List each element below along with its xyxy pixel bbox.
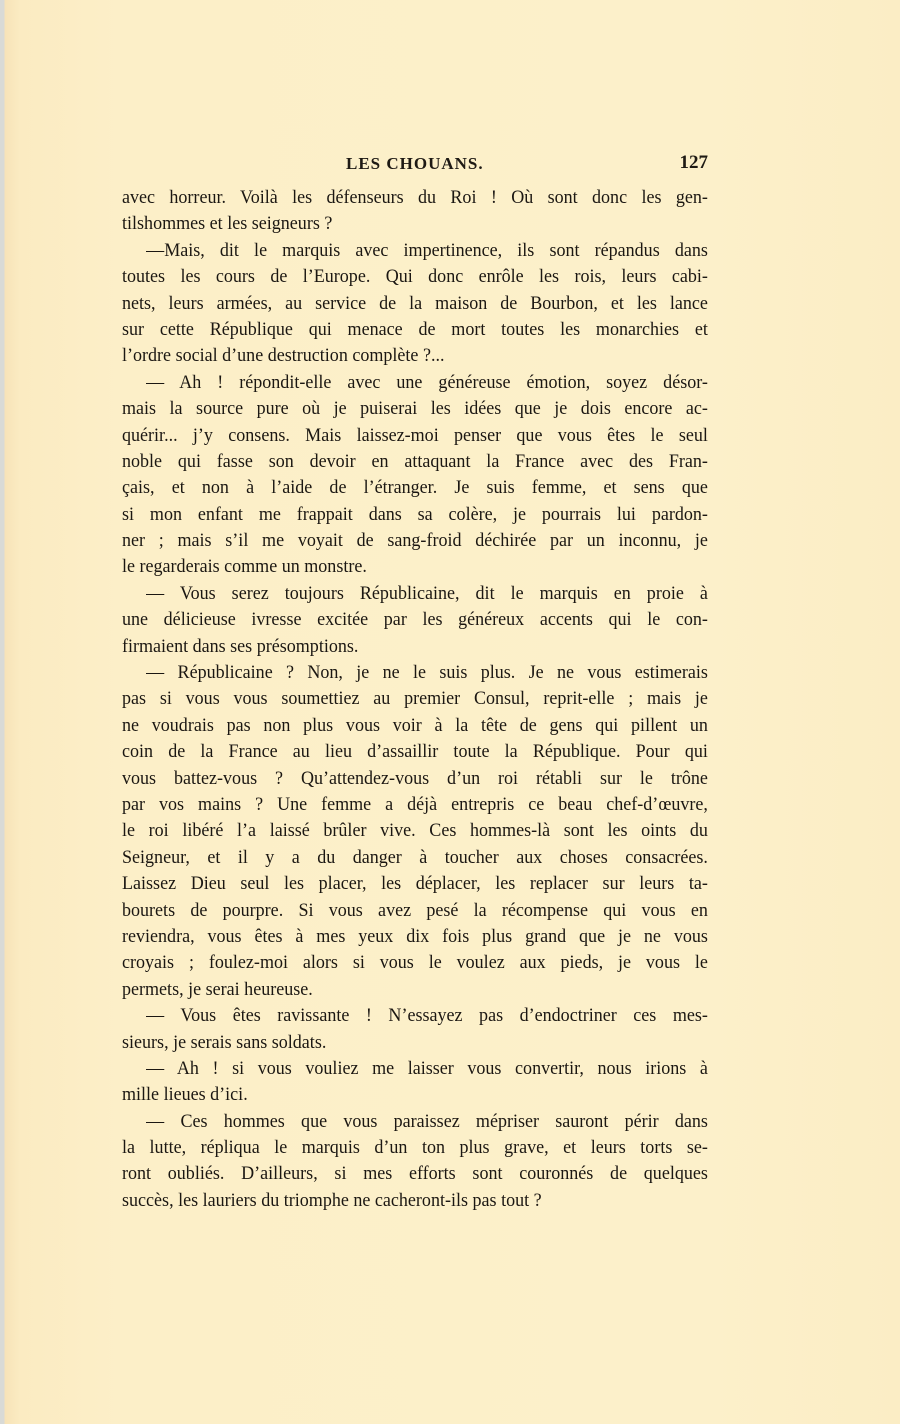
text-line: permets, je serai heureuse. <box>122 978 313 1000</box>
text-line: sur cette République qui menace de mort toutes les monarchies et <box>122 318 708 340</box>
text-line: pas si vous vous soumettiez au premier Consul, reprit-elle ; mais je <box>122 688 708 710</box>
text-line: sieurs, je serais sans soldats. <box>122 1031 327 1053</box>
running-title: LES CHOUANS. <box>346 154 484 173</box>
text-line: tilshommes et les seigneurs ? <box>122 213 333 235</box>
text-line: coin de la France au lieu d’assaillir toute la République. Pour qui <box>122 741 708 763</box>
text-line: ront oubliés. D’ailleurs, si mes efforts sont couronnés de quelques <box>122 1163 708 1185</box>
text-line: —Mais, dit le marquis avec impertinence, ils sont répandus dans <box>146 239 708 261</box>
text-line: si mon enfant me frappait dans sa colère, je pourrais lui pardon- <box>122 503 708 525</box>
body-text <box>122 185 708 1214</box>
text-line: Laissez Dieu seul les placer, les déplacer, les replacer sur leurs ta- <box>122 873 708 895</box>
text-line: — Ah ! si vous vouliez me laisser vous convertir, nous irions à <box>146 1057 708 1079</box>
page-number: 127 <box>679 152 708 173</box>
text-line: quérir... j’y consens. Mais laissez-moi penser que vous êtes le seul <box>122 424 708 446</box>
text-line: reviendra, vous êtes à mes yeux dix fois plus grand que je ne vous <box>122 925 708 947</box>
text-line: le roi libéré l’a laissé brûler vive. Ces hommes-là sont les oints du <box>122 820 708 842</box>
text-line: toutes les cours de l’Europe. Qui donc enrôle les rois, leurs cabi- <box>122 266 708 288</box>
text-line: par vos mains ? Une femme a déjà entrepris ce beau chef-d’œuvre, <box>122 793 708 815</box>
text-line: nets, leurs armées, au service de la maison de Bourbon, et les lance <box>122 292 708 314</box>
text-line: — Républicaine ? Non, je ne le suis plus. Je ne vous estimerais <box>146 662 708 684</box>
text-line: — Ces hommes que vous paraissez mépriser sauront périr dans <box>146 1110 708 1132</box>
text-line: vous battez-vous ? Qu’attendez-vous d’un roi rétabli sur le trône <box>122 767 708 789</box>
text-line: la lutte, répliqua le marquis d’un ton plus grave, et leurs torts se- <box>122 1137 708 1159</box>
text-line: une délicieuse ivresse excitée par les généreux accents qui le con- <box>122 609 708 631</box>
running-head <box>122 152 708 176</box>
text-line: — Vous êtes ravissante ! N’essayez pas d’endoctriner ces mes- <box>146 1005 708 1027</box>
text-line: noble qui fasse son devoir en attaquant la France avec des Fran- <box>122 450 708 472</box>
text-line: mille lieues d’ici. <box>122 1084 248 1106</box>
text-line: — Vous serez toujours Républicaine, dit le marquis en proie à <box>146 582 708 604</box>
text-line: l’ordre social d’une destruction complète ?... <box>122 345 445 367</box>
text-line: Seigneur, et il y a du danger à toucher aux choses consacrées. <box>122 846 708 868</box>
text-line: ne voudrais pas non plus vous voir à la tête de gens qui pillent un <box>122 714 708 736</box>
text-line: — Ah ! répondit-elle avec une généreuse émotion, soyez désor- <box>146 371 708 393</box>
text-line: mais la source pure où je puiserai les idées que je dois encore ac- <box>122 398 708 420</box>
text-line: croyais ; foulez-moi alors si vous le voulez aux pieds, je vous le <box>122 952 708 974</box>
text-line: çais, et non à l’aide de l’étranger. Je suis femme, et sens que <box>122 477 708 499</box>
text-line: firmaient dans ses présomptions. <box>122 635 359 657</box>
text-line: avec horreur. Voilà les défenseurs du Roi ! Où sont donc les gen- <box>122 187 708 208</box>
text-line: ner ; mais s’il me voyait de sang-froid déchirée par un inconnu, je <box>122 530 708 552</box>
text-line: bourets de pourpre. Si vous avez pesé la récompense qui vous en <box>122 899 708 921</box>
text-line: succès, les lauriers du triomphe ne cacheront-ils pas tout ? <box>122 1189 542 1211</box>
text-line: le regarderais comme un monstre. <box>122 556 367 578</box>
